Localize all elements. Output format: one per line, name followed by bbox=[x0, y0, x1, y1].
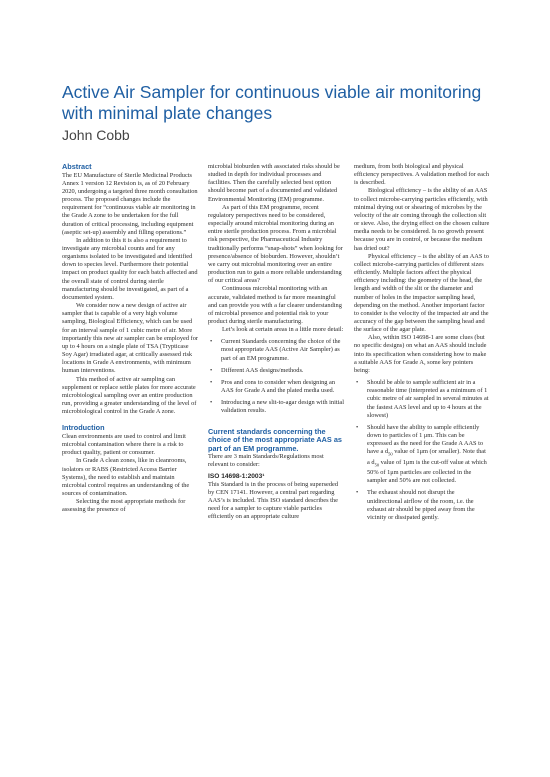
paragraph: Selecting the most appropriate methods for assessing the presence of bbox=[62, 498, 186, 514]
paragraph: This Standard is in the process of being superseded by CEN 17141. However, a central part regarding AAS’s is included. This ISO standard describes the need for a sampler to capture viable particles efficiently on an appropriate culture bbox=[208, 480, 339, 521]
paragraph: Clean environments are used to control and limit microbial contamination where there is a risk to product quality, patient or consumer. bbox=[62, 432, 186, 457]
column-1 bbox=[62, 163, 198, 514]
bullet-list bbox=[354, 379, 490, 522]
article-body bbox=[62, 163, 492, 763]
paragraph: In addition to this it is also a requirement to investigate any microbial counts and for any organisms isolated to be investigated and identified down to species level. Furthermore their potential impact on product quality for each batch affected and the overall state of control during sterile manufacturing should be investigated, as part of a documented system. bbox=[62, 236, 198, 301]
list-item: • Current Standards concerning the choice of the most appropriate AAS (Active Air Sampler) as part of an EM programme. bbox=[208, 338, 344, 362]
introduction-heading: Introduction bbox=[62, 423, 105, 433]
list-item: • Should be able to sample sufficient air in a reasonable time (interpreted as a minimum of 1 cubic metre of air sampled in several minutes at the fastest AAS level and up to 4 hours at the slowest) bbox=[354, 379, 490, 420]
bullet-list bbox=[208, 338, 344, 415]
paragraph: Physical efficiency – is the ability of an AAS to collect microbe-carrying particles of different sizes efficiently. Multiple factors affect the physical efficiency including: the geometry of the head, the length and width of the slit or the diameter and number of holes in the impactor sampling head, depending on the method. Another important factor to consider is the velocity of the impacted air and the accuracy of the gap between the sampling head and the surface of the agar plate. bbox=[354, 252, 489, 334]
column-3 bbox=[354, 163, 490, 526]
article-title: Active Air Sampler for continuous viable air monitoring with minimal plate changes bbox=[62, 82, 482, 123]
abstract-heading: Abstract bbox=[62, 162, 92, 171]
subsection-heading: ISO 14698-1:2003¹ bbox=[208, 472, 265, 480]
section-heading: Current standards concerning the choice of the most appropriate AAS as part of an EM programme. bbox=[208, 426, 342, 453]
list-item: • Introducing a new slit-to-agar design with initial validation results. bbox=[208, 399, 344, 415]
paragraph: microbial bioburden with associated risks should be studied in depth for individual processes and facilities. Then the carefully selected best option should become part of a documented and validated Environmental Monitoring (EM) programme. bbox=[208, 163, 340, 203]
list-item: • The exhaust should not disrupt the unidirectional airflow of the room, i.e. the exhaust air should be piped away from the vicinity or dissipated gently. bbox=[354, 489, 490, 522]
article-author: John Cobb bbox=[62, 127, 130, 143]
column-2 bbox=[208, 163, 344, 522]
list-item: • Different AAS designs/methods. bbox=[208, 367, 344, 375]
paragraph: Biological efficiency – is the ability of an AAS to collect microbe-carrying particles efficiently, with minimal drying out or shearing of microbes by the velocity of the air coming through the collection slit or sieve. Also, the drying effect on the chosen culture media needs to be considered. Is no growth present because you are in control, or because the medium has dried out? bbox=[354, 187, 490, 252]
paragraph: Continuous microbial monitoring with an accurate, validated method is far more meaningful and can provide you with a far clearer understanding of microbial presence and potential risk to your product during sterile manufacturing. bbox=[208, 285, 342, 325]
paragraph: We consider now a new design of active air sampler that is capable of a very high volume sampling, Biological Efficiency, which can be used for an interval sample of 1 cubic metre of air. More importantly this new air sampler can be employed for up to 4 hours on a single plate of TSA (Trypticase Soy Agar) irradiated agar, at critically assessed risk locations in Grade A environments, with minimum human interventions. bbox=[62, 302, 198, 375]
paragraph: As part of this EM programme, recent regulatory perspectives need to be considered, especially around microbial monitoring during an entire sterile production process. From a microbial risk perspective, the Pharmaceutical Industry traditionally performs “snap-shots” when looking for presence/absence of bioburden. However, shouldn’t we carry out microbial monitoring over an entire production run to gain a more reliable understanding of our critical areas? bbox=[208, 203, 343, 285]
paragraph: The EU Manufacture of Sterile Medicinal Products Annex 1 version 12 Revision is, as of 20 February 2020, undergoing a targeted three month consultation process. The proposed changes include the requirement for “continuous viable air monitoring in the Grade A zone to be undertaken for the full duration of critical processing, including equipment (aseptic set-up) assembly and filling operations.” bbox=[62, 171, 198, 236]
paragraph: medium, from both biological and physical efficiency perspectives. A validation method for each is described. bbox=[354, 163, 489, 187]
paragraph: Also, within ISO 14698-1 are some clues (but no specific designs) on what an AAS should include into its specification when considering how to make a suitable AAS for Grade A, some key pointers being: bbox=[354, 334, 487, 374]
article-header bbox=[62, 82, 502, 143]
paragraph: There are 3 main Standards/Regulations most relevant to consider: bbox=[208, 453, 324, 469]
paragraph: Let’s look at certain areas in a little more detail: bbox=[222, 326, 344, 334]
list-item: • Should have the ability to sample efficiently down to particles of 1 μm. This can be expressed as the need for the Grade A AAS to have a $d_{50}$ value of 1μm (or smaller). Note that a $d_{50}$ value of 1μm is the cut-off value at which 50% of 1μm particles are collected in the sampler and 50% are not collected. bbox=[354, 424, 490, 486]
paragraph: This method of active air sampling can supplement or replace settle plates for more accurate microbiological sampling over an entire production run, providing a greater understanding of the level of microbiological control in the Grade A zone. bbox=[62, 375, 197, 416]
list-item: • Pros and cons to consider when designing an AAS for Grade A and the plated media used. bbox=[208, 379, 344, 395]
paragraph: In Grade A clean zones, like in cleanrooms, isolators or RABS (Restricted Access Barrier Systems), the need to establish and maintain microbial control requires an understanding of the sources of contamination. bbox=[62, 457, 190, 497]
